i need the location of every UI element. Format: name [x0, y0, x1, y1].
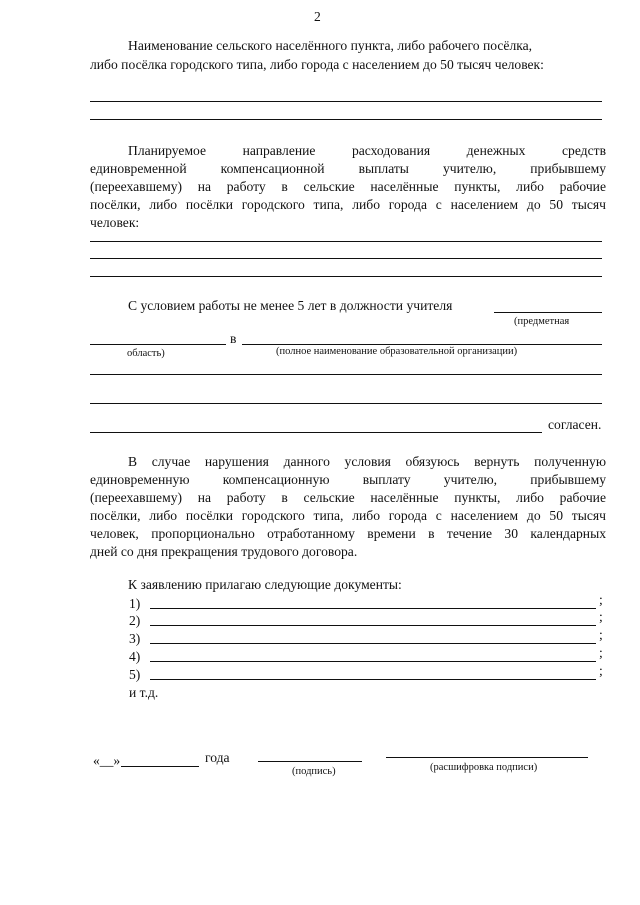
- document-input-line-4[interactable]: [150, 661, 596, 662]
- settlement-input-line-2[interactable]: [90, 119, 602, 120]
- signature-input-line[interactable]: [258, 761, 362, 762]
- obligation-line: человек, пропорционально отработанному времени в течение 30 календарных: [90, 526, 606, 541]
- document-item-number: 1): [129, 596, 141, 611]
- organization-input-line-2[interactable]: [90, 374, 602, 375]
- obligation-line: посёлки, либо посёлки городского типа, либо города с населением до 50 тысяч: [90, 508, 606, 523]
- document-item-number: 2): [129, 613, 141, 628]
- obligation-paragraph: [90, 453, 606, 561]
- document-end-mark: ;: [599, 627, 603, 642]
- organization-input-line-1[interactable]: [242, 344, 602, 345]
- signature-decode-hint: (расшифровка подписи): [430, 762, 538, 773]
- documents-etc: и т.д.: [129, 685, 159, 700]
- date-month-input-line[interactable]: [121, 766, 199, 767]
- organization-hint: (полное наименование образовательной организации): [276, 346, 518, 357]
- document-item-number: 5): [129, 667, 141, 682]
- document-item-number: 4): [129, 649, 141, 664]
- date-year-word: года: [205, 750, 230, 765]
- purpose-line: Планируемое направление расходования денежных средств: [128, 143, 606, 158]
- condition-text: С условием работы не менее 5 лет в должности учителя: [128, 298, 453, 313]
- signature-decode-input-line[interactable]: [386, 757, 588, 758]
- purpose-line: (переехавшему) на работу в сельские населённые пункты, либо рабочие: [90, 179, 606, 194]
- purpose-line: посёлки, либо посёлки городского типа, либо города с населением до 50 тысяч: [90, 197, 606, 212]
- settlement-label-line1: Наименование сельского населённого пункта, либо рабочего посёлка,: [128, 38, 533, 53]
- settlement-label-line2: либо посёлка городского типа, либо города с населением до 50 тысяч человек:: [90, 57, 544, 72]
- organization-input-line-4[interactable]: [90, 432, 542, 433]
- page-number: 2: [314, 9, 321, 24]
- document-input-line-3[interactable]: [150, 643, 596, 644]
- organization-input-line-3[interactable]: [90, 403, 602, 404]
- subject-input-line[interactable]: [494, 312, 602, 313]
- purpose-paragraph: [90, 142, 606, 232]
- documents-intro: К заявлению прилагаю следующие документы:: [128, 577, 402, 592]
- obligation-line: дней со дня прекращения трудового договора.: [90, 544, 358, 559]
- settlement-input-line-1[interactable]: [90, 101, 602, 102]
- date-day: «__»: [93, 753, 121, 768]
- document-input-line-5[interactable]: [150, 679, 596, 680]
- purpose-input-line-2[interactable]: [90, 258, 602, 259]
- document-item-number: 3): [129, 631, 141, 646]
- obligation-line: (переехавшему) на работу в сельские населённые пункты, либо рабочие: [90, 490, 606, 505]
- document-end-mark: ;: [599, 609, 603, 624]
- subject-input-line-cont[interactable]: [90, 344, 226, 345]
- preposition-v: в: [230, 331, 237, 346]
- signature-hint: (подпись): [292, 766, 336, 777]
- purpose-line: человек:: [90, 215, 140, 230]
- document-end-mark: ;: [599, 663, 603, 678]
- subject-hint-part1: (предметная: [514, 316, 570, 327]
- document-end-mark: ;: [599, 645, 603, 660]
- agree-text: согласен.: [548, 417, 602, 432]
- obligation-line: единовременную компенсационную выплату учителю, прибывшему: [90, 472, 606, 487]
- document-input-line-1[interactable]: [150, 608, 596, 609]
- document-end-mark: ;: [599, 592, 603, 607]
- purpose-input-line-3[interactable]: [90, 276, 602, 277]
- document-input-line-2[interactable]: [150, 625, 596, 626]
- subject-hint-part2: область): [127, 348, 165, 359]
- obligation-line: В случае нарушения данного условия обязуюсь вернуть полученную: [128, 454, 606, 469]
- purpose-input-line-1[interactable]: [90, 241, 602, 242]
- purpose-line: единовременной компенсационной выплаты учителю, прибывшему: [90, 161, 606, 176]
